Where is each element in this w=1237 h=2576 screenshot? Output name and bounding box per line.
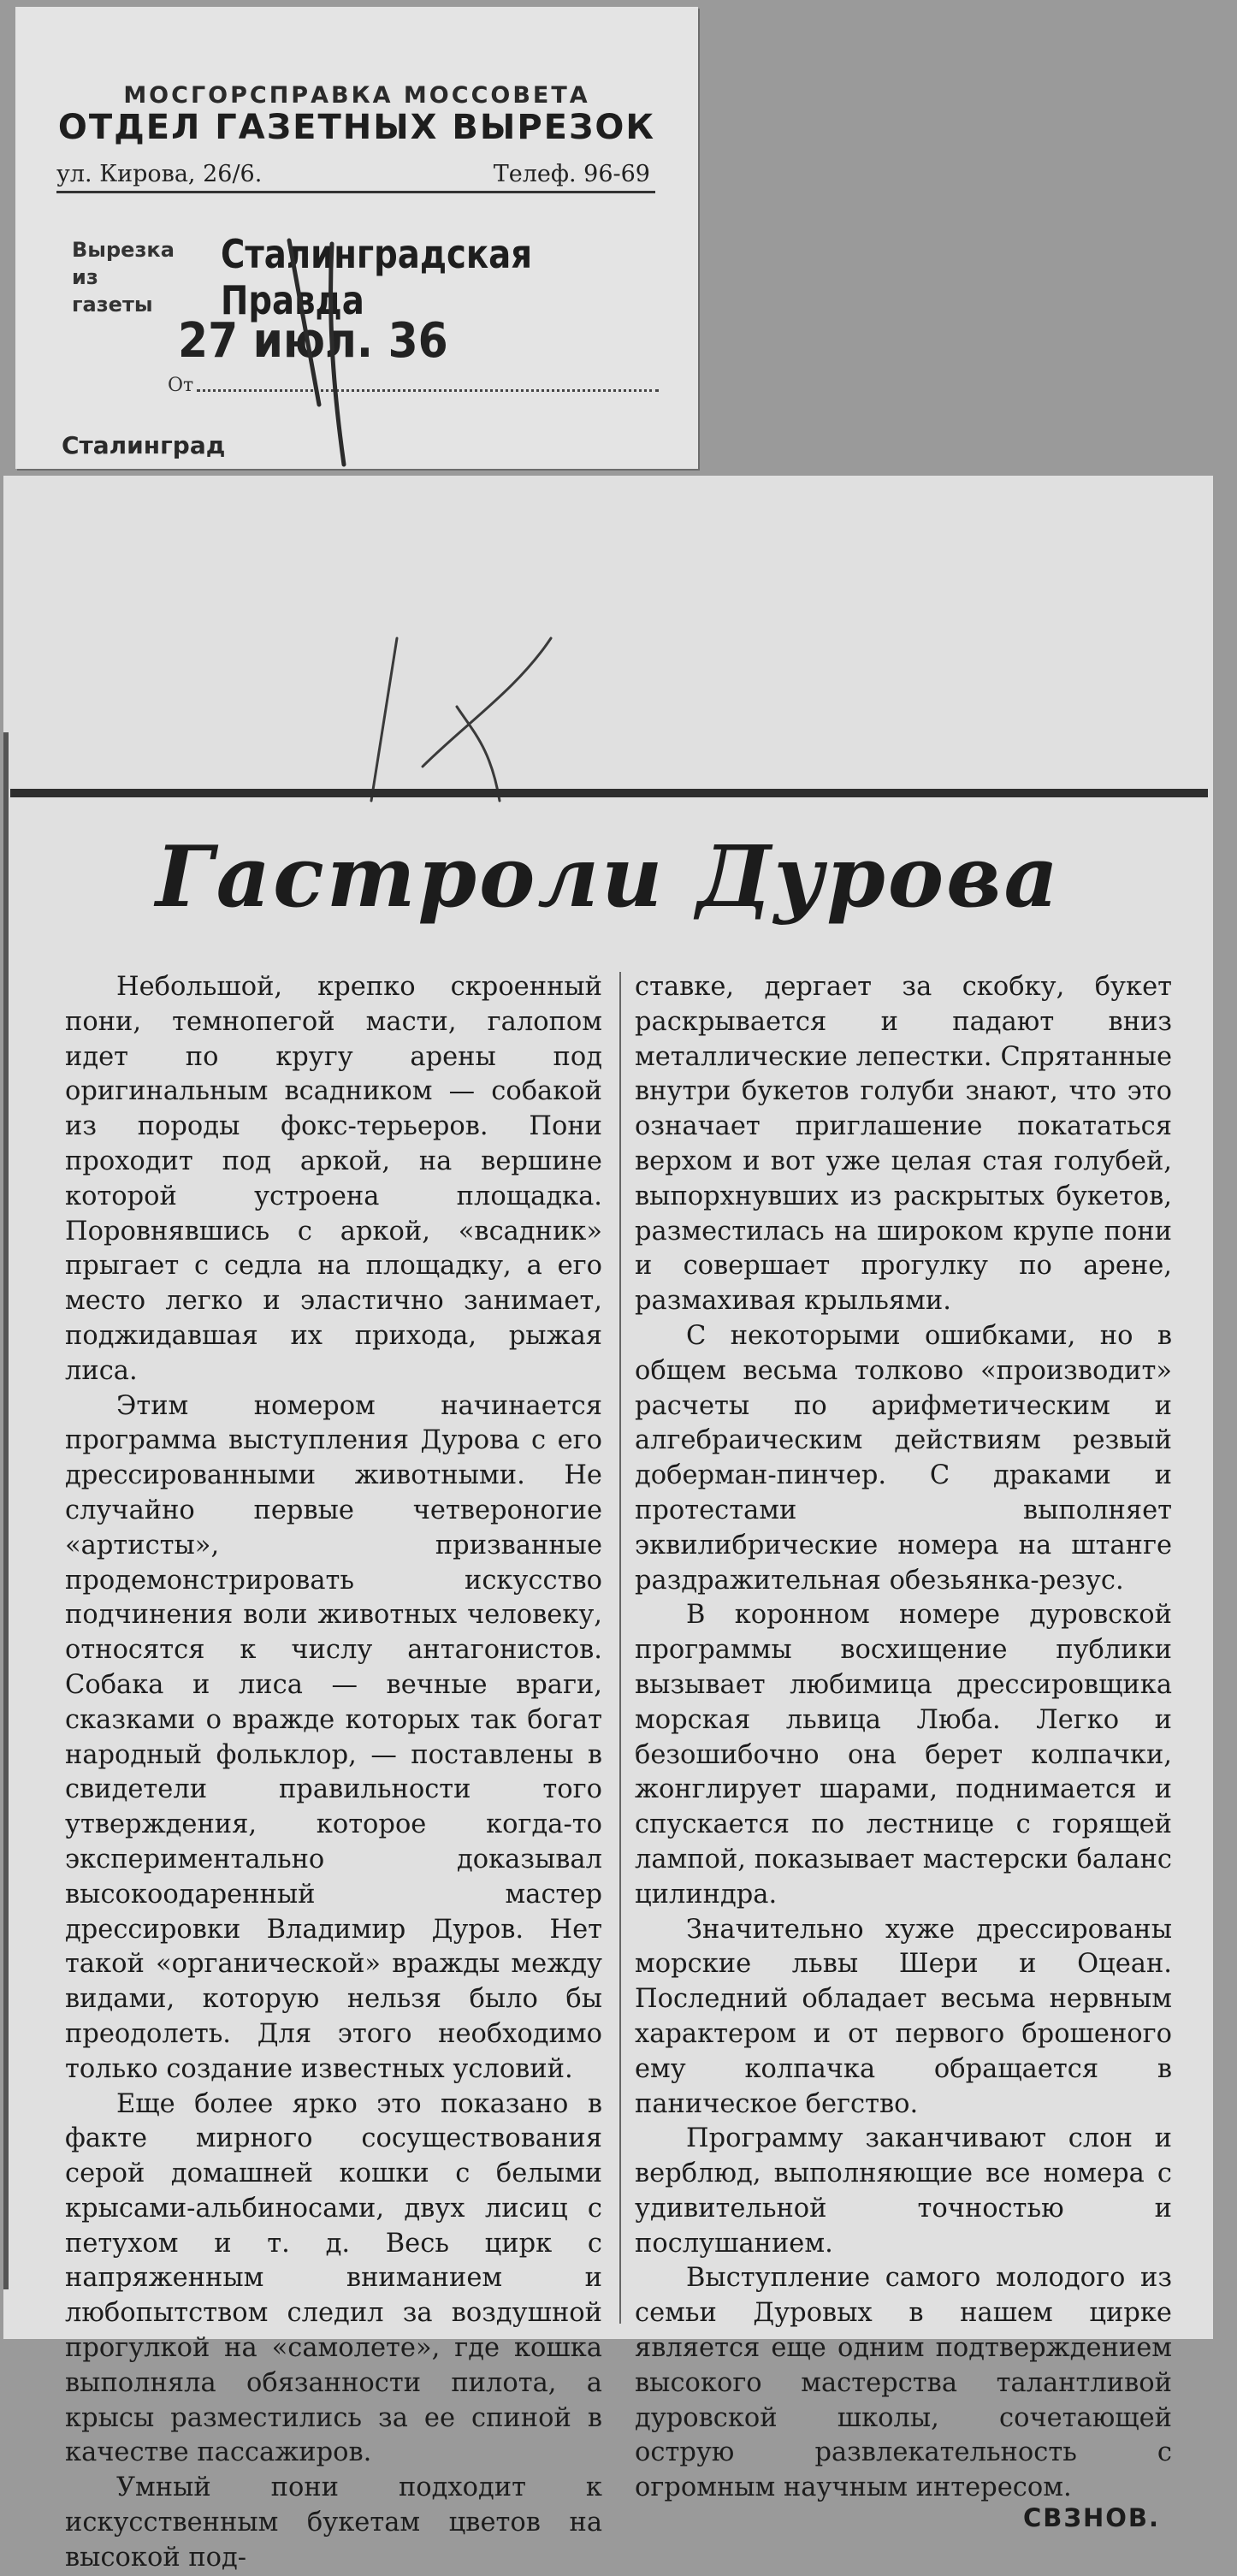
- from-label: От: [168, 375, 194, 396]
- bureau-name: МОСГОРСПРАВКА МОССОВЕТА: [123, 82, 590, 109]
- clipping-edge-bar: [3, 732, 9, 2289]
- article-headline: Гастроли Дурова: [155, 828, 1062, 927]
- bureau-address: ул. Кирова, 26/6.: [56, 161, 263, 187]
- paragraph: Еще более ярко это показано в факте мирного сосуществования серой домашней кошки с белыми крысами-альбиносами, двух лисиц с петухом и т. д. Весь цирк с напряженным вниманием и любопытством следил за воздушной прогулкой на «самолете», где кошка выполняла обязанности пилота, а крысы разместились за ее спиной в качестве пассажиров.: [65, 2088, 602, 2468]
- department-name: ОТДЕЛ ГАЗЕТНЫХ ВЫРЕЗОК: [57, 108, 656, 147]
- cut-from-label-text: Вырезка из газеты: [72, 238, 175, 317]
- paragraph: Выступление самого молодого из семьи Дуровых в нашем цирке является еще одним подтверждением высокого мастерства талантливой дуровской школы, сочетающей острую развлекательность с огромным научным интересом.: [635, 2263, 1172, 2503]
- paragraph: Программу заканчивают слон и верблюд, выполняющие все номера с удивительной точностью и послушанием.: [635, 2123, 1172, 2259]
- paragraph: Умный пони подходит к искусственным букетам цветов на высокой под-: [65, 2472, 602, 2573]
- clipping-label-slip: [15, 7, 698, 469]
- handwritten-number: [346, 604, 559, 809]
- clipping-date: 27 июл. 36: [178, 313, 448, 369]
- top-rule: [10, 789, 1208, 797]
- paragraph: В коронном номере дуровской программы восхищение публики вызывает любимица дрессировщика морская львица Люба. Легко и безошибочно она берет колпачки, жонглирует шарами, поднимается и спускается по лестнице с горящей лампой, показывает мастерски баланс цилиндра.: [635, 1600, 1172, 1910]
- newspaper-clipping: [3, 476, 1213, 2573]
- column-divider: [619, 972, 621, 2324]
- city-name: Сталинград: [62, 431, 226, 459]
- author-signature: СВЗНОВ.: [1022, 2503, 1160, 2533]
- newspaper-name: Сталинградская Правда: [221, 231, 533, 323]
- handwritten-mark-stroke: [272, 234, 366, 469]
- paragraph: Значительно хуже дрессированы морские львы Шери и Оцеан. Последний обладает весьма нервным характером и от первого брошеного ему колпачка обращается в паническое бегство.: [635, 1914, 1172, 2119]
- paragraph-continued: ставке, дергает за скобку, букет раскрывается и падают вниз металлические лепестки. Спрятанные внутри букетов голуби знают, что это означает приглашение покататься верхом и вот уже целая стая голубей, выпорхнувших из раскрытых букетов, разместилась на широком крупе пони и совершает прогулку по арене, размахивая крыльями.: [635, 972, 1172, 1317]
- paragraph: Небольшой, крепко скроенный пони, темнопегой масти, галопом идет по кругу арены под оригинальным всадником — собакой из породы фокс-терьеров. Пони проходит под аркой, на вершине которой устроена площадка. Поровнявшись с аркой, «всадник» прыгает с седла на площадку, а его место легко и эластично занимает, поджидавшая их прихода, рыжая лиса.: [65, 972, 602, 1386]
- paragraph: С некоторыми ошибками, но в общем весьма толково «производит» расчеты по арифметическим и алгебраическим действиям резвый доберман-пинчер. С драками и протестами выполняет эквилибрические номера на штанге раздражительная обезьянка-резус.: [635, 1320, 1172, 1596]
- dotted-line: [197, 389, 659, 392]
- header-rule: [56, 191, 655, 193]
- paragraph: Этим номером начинается программа выступления Дурова с его дрессированными животными. Не случайно первые четвероногие «артисты», призванные продемонстрировать искусство подчинения воли животных человеку, относятся к числу антагонистов. Собака и лиса — вечные враги, сказками о вражде которых так богат народный фольклор, — поставлены в свидетели правильности того утверждения, которое когда-то экспериментально доказывал высокоодаренный мастер дрессировки Владимир Дуров. Нет такой «органической» вражды между видами, которую нельзя было бы преодолеть. Для этого необходимо только создание известных условий.: [65, 1390, 602, 2084]
- article-column-2: [635, 970, 1172, 2536]
- article-column-1: [65, 970, 602, 2576]
- bureau-phone: Телеф. 96-69: [493, 161, 650, 187]
- cut-from-label: [72, 236, 175, 318]
